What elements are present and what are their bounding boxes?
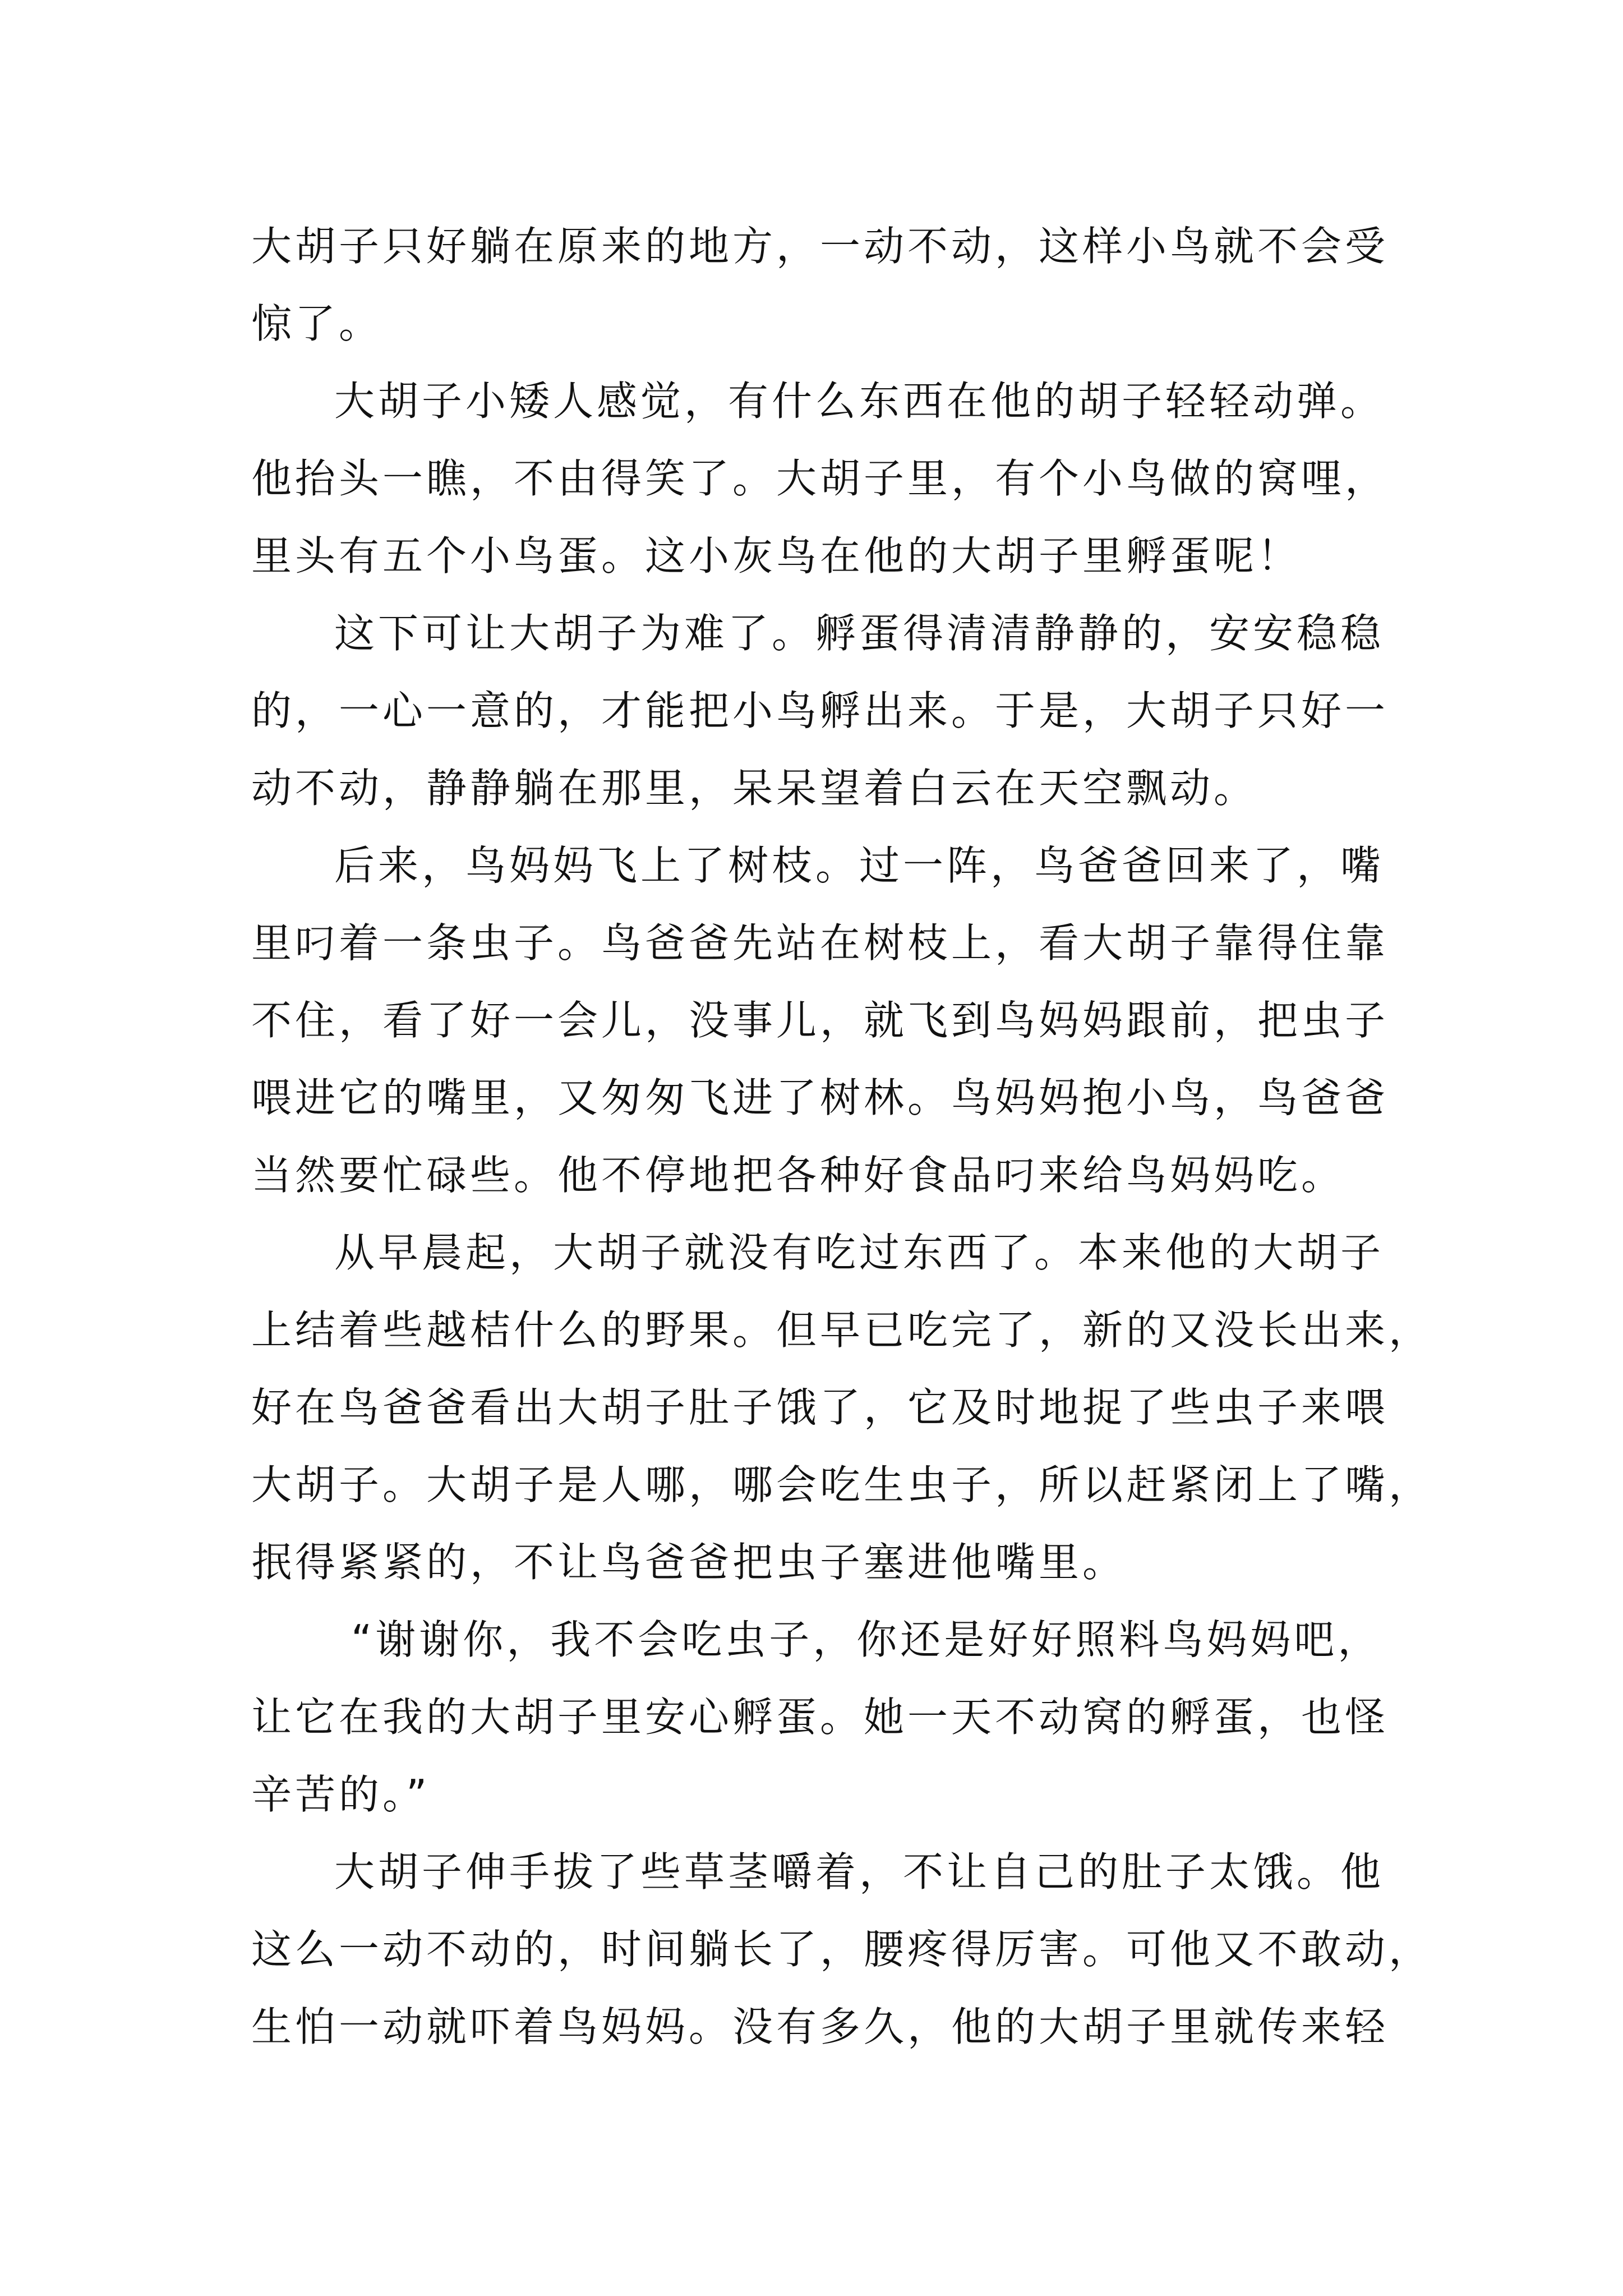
paragraph-start-line: 大胡子伸手拔了些草茎嚼着，不让自己的肚子太饿。他 <box>334 1848 1385 1895</box>
text-line: 抿得紧紧的，不让鸟爸爸把虫子塞进他嘴里。 <box>251 1539 1127 1586</box>
text-line: 生怕一动就吓着鸟妈妈。没有多久，他的大胡子里就传来轻 <box>251 2003 1389 2050</box>
text-line: 的，一心一意的，才能把小鸟孵出来。于是，大胡子只好一 <box>251 687 1389 734</box>
text-line: 他抬头一瞧，不由得笑了。大胡子里，有个小鸟做的窝哩， <box>251 455 1389 502</box>
text-line: 里叼着一条虫子。鸟爸爸先站在树枝上，看大胡子靠得住靠 <box>251 919 1389 967</box>
quote-start-line: “谢谢你，我不会吃虫子，你还是好好照料鸟妈妈吧， <box>351 1616 1382 1663</box>
text-line: 喂进它的嘴里，又匆匆飞进了树林。鸟妈妈抱小鸟，鸟爸爸 <box>251 1074 1389 1121</box>
text-line: 好在鸟爸爸看出大胡子肚子饿了，它及时地捉了些虫子来喂 <box>251 1384 1389 1431</box>
text-line: 上结着些越桔什么的野果。但早已吃完了，新的又没长出来， <box>251 1306 1433 1354</box>
paragraph-start-line: 这下可让大胡子为难了。孵蛋得清清静静的，安安稳稳 <box>334 610 1385 657</box>
text-line: 辛苦的。” <box>251 1771 431 1818</box>
text-line: 当然要忙碌些。他不停地把各种好食品叼来给鸟妈妈吃。 <box>251 1152 1345 1199</box>
text-line: 动不动，静静躺在那里，呆呆望着白云在天空飘动。 <box>251 765 1258 812</box>
text-line: 让它在我的大胡子里安心孵蛋。她一天不动窝的孵蛋，也怪 <box>251 1694 1389 1741</box>
text-line: 这么一动不动的，时间躺长了，腰疼得厉害。可他又不敢动， <box>251 1926 1433 1973</box>
paragraph-start-line: 后来，鸟妈妈飞上了树枝。过一阵，鸟爸爸回来了，嘴 <box>334 842 1385 889</box>
story-text <box>251 208 1433 2065</box>
text-line: 大胡子。大胡子是人哪，哪会吃生虫子，所以赶紧闭上了嘴， <box>251 1461 1433 1508</box>
paragraph-start-line: 从早晨起，大胡子就没有吃过东西了。本来他的大胡子 <box>334 1229 1385 1276</box>
text-line: 不住，看了好一会儿，没事儿，就飞到鸟妈妈跟前，把虫子 <box>251 997 1389 1044</box>
text-line: 大胡子只好躺在原来的地方，一动不动，这样小鸟就不会受 <box>251 223 1389 270</box>
paragraph-start-line: 大胡子小矮人感觉，有什么东西在他的胡子轻轻动弹。 <box>334 378 1385 425</box>
text-line: 惊了。 <box>251 300 383 347</box>
text-line: 里头有五个小鸟蛋。这小灰鸟在他的大胡子里孵蛋呢！ <box>251 532 1302 579</box>
